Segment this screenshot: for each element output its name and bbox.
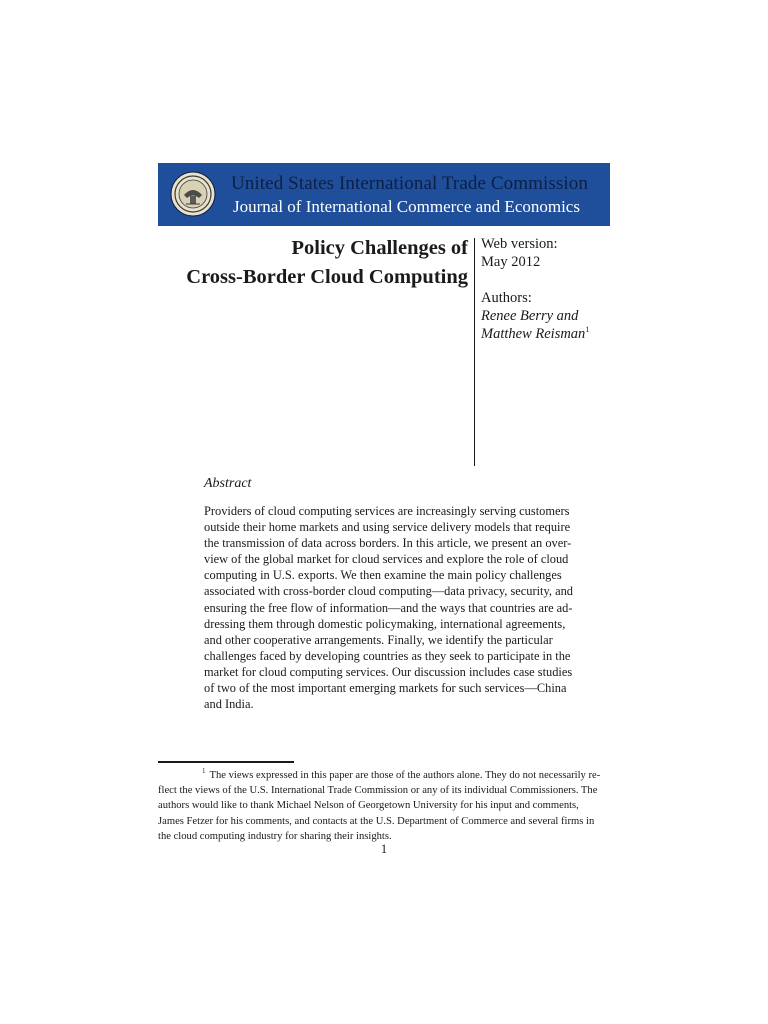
commission-seal-icon: [170, 171, 216, 217]
author-footnote-mark[interactable]: 1: [585, 325, 590, 335]
footnote-line: the cloud computing industry for sharing their insights.: [158, 830, 392, 842]
page-number: 1: [380, 842, 388, 856]
author-1: Renee Berry and: [481, 308, 579, 324]
banner-journal-name: Journal of International Commerce and Economics: [233, 197, 580, 216]
footnote-separator: [158, 761, 294, 763]
abstract-line: and other cooperative arrangements. Finally, we identify the particular: [204, 632, 553, 647]
title-line-1: Policy Challenges of: [291, 237, 468, 259]
abstract-line: computing in U.S. exports. We then examine the main policy challenges: [204, 568, 562, 583]
footnote-line: $^1$ The views expressed in this paper are those of the authors alone. They do not necessarily re-: [202, 767, 601, 781]
version-date: May 2012: [481, 254, 541, 270]
abstract-line: ensuring the free flow of information—and the ways that countries are ad-: [204, 600, 573, 615]
footnote-mark: 1: [202, 767, 206, 776]
abstract-heading: Abstract: [204, 476, 252, 491]
abstract-line: Providers of cloud computing services are increasingly serving customers: [204, 504, 570, 518]
abstract-line: market for cloud computing services. Our discussion includes case studies: [204, 664, 573, 679]
author-2-line: [481, 325, 589, 343]
footnote: [158, 768, 610, 844]
abstract-line: the transmission of data across borders. In this article, we present an over-: [204, 536, 572, 551]
abstract-line: of two of the most important emerging markets for such services—China: [204, 681, 567, 696]
abstract-line: challenges faced by developing countries as they seek to participate in the: [204, 648, 571, 663]
footnote-line: James Fetzer for his comments, and contacts at the U.S. Department of Commerce and several firms in: [158, 815, 595, 827]
banner-commission-name: United States International Trade Commission: [231, 173, 588, 194]
authors-label: Authors:: [481, 290, 532, 306]
version-label: Web version:: [481, 236, 558, 252]
title-divider: [474, 238, 475, 466]
publication-info: [481, 235, 589, 343]
title-line-2: Cross-Border Cloud Computing: [186, 266, 468, 288]
abstract-line: associated with cross-border cloud computing—data privacy, security, and: [204, 584, 573, 599]
abstract-line: dressing them through domestic policymaking, international agreements,: [204, 616, 566, 631]
abstract-line: outside their home markets and using service delivery models that require: [204, 520, 571, 535]
paper-title: [186, 234, 468, 292]
footnote-line: authors would like to thank Michael Nelson of Georgetown University for his input and comments,: [158, 800, 579, 812]
abstract-line: and India.: [204, 697, 254, 712]
journal-banner: [158, 163, 610, 226]
abstract-body: [204, 503, 573, 712]
footnote-line: flect the views of the U.S. International Trade Commission or any of its individual Commissioners. The: [158, 785, 598, 797]
abstract-line: view of the global market for cloud services and explore the role of cloud: [204, 552, 569, 567]
author-2: Matthew Reisman: [481, 326, 586, 342]
